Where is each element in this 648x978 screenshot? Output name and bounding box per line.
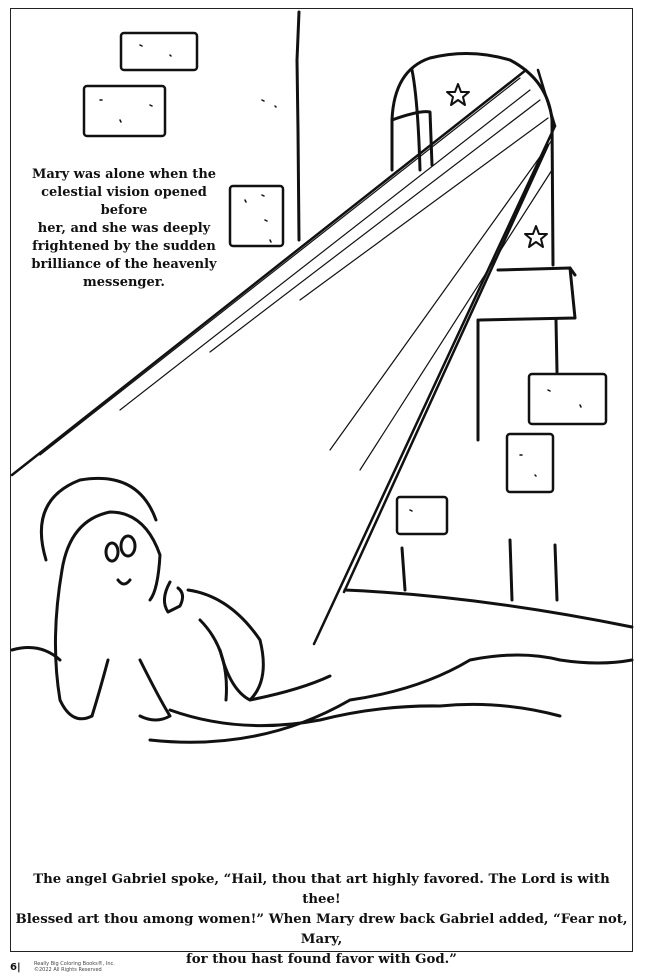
caption-bottom: The angel Gabriel spoke, “Hail, thou that art highly favored. The Lord is with thee! Blessed art thou among women!” When Mary drew back Gabriel added, “Fear not, Mary, for thou hast found favor with God.”: [15, 872, 628, 967]
caption-top: Mary was alone when the celestial vision opened before her, and she was deeply frightened by the sudden brilliance of the heavenly messenger.: [31, 167, 217, 290]
wall-edge: [297, 12, 299, 240]
window-sill: [480, 268, 575, 320]
light-rays: [12, 70, 555, 644]
page-number: 6|: [10, 962, 21, 973]
halo: [41, 478, 156, 560]
star-icons: [447, 84, 547, 247]
mary-figure: [55, 512, 263, 720]
right-wall: [345, 320, 632, 627]
bed-blanket: [12, 620, 632, 742]
footer-credit: Really Big Coloring Books®, Inc. ©2022 All Rights Reserved: [34, 961, 115, 973]
